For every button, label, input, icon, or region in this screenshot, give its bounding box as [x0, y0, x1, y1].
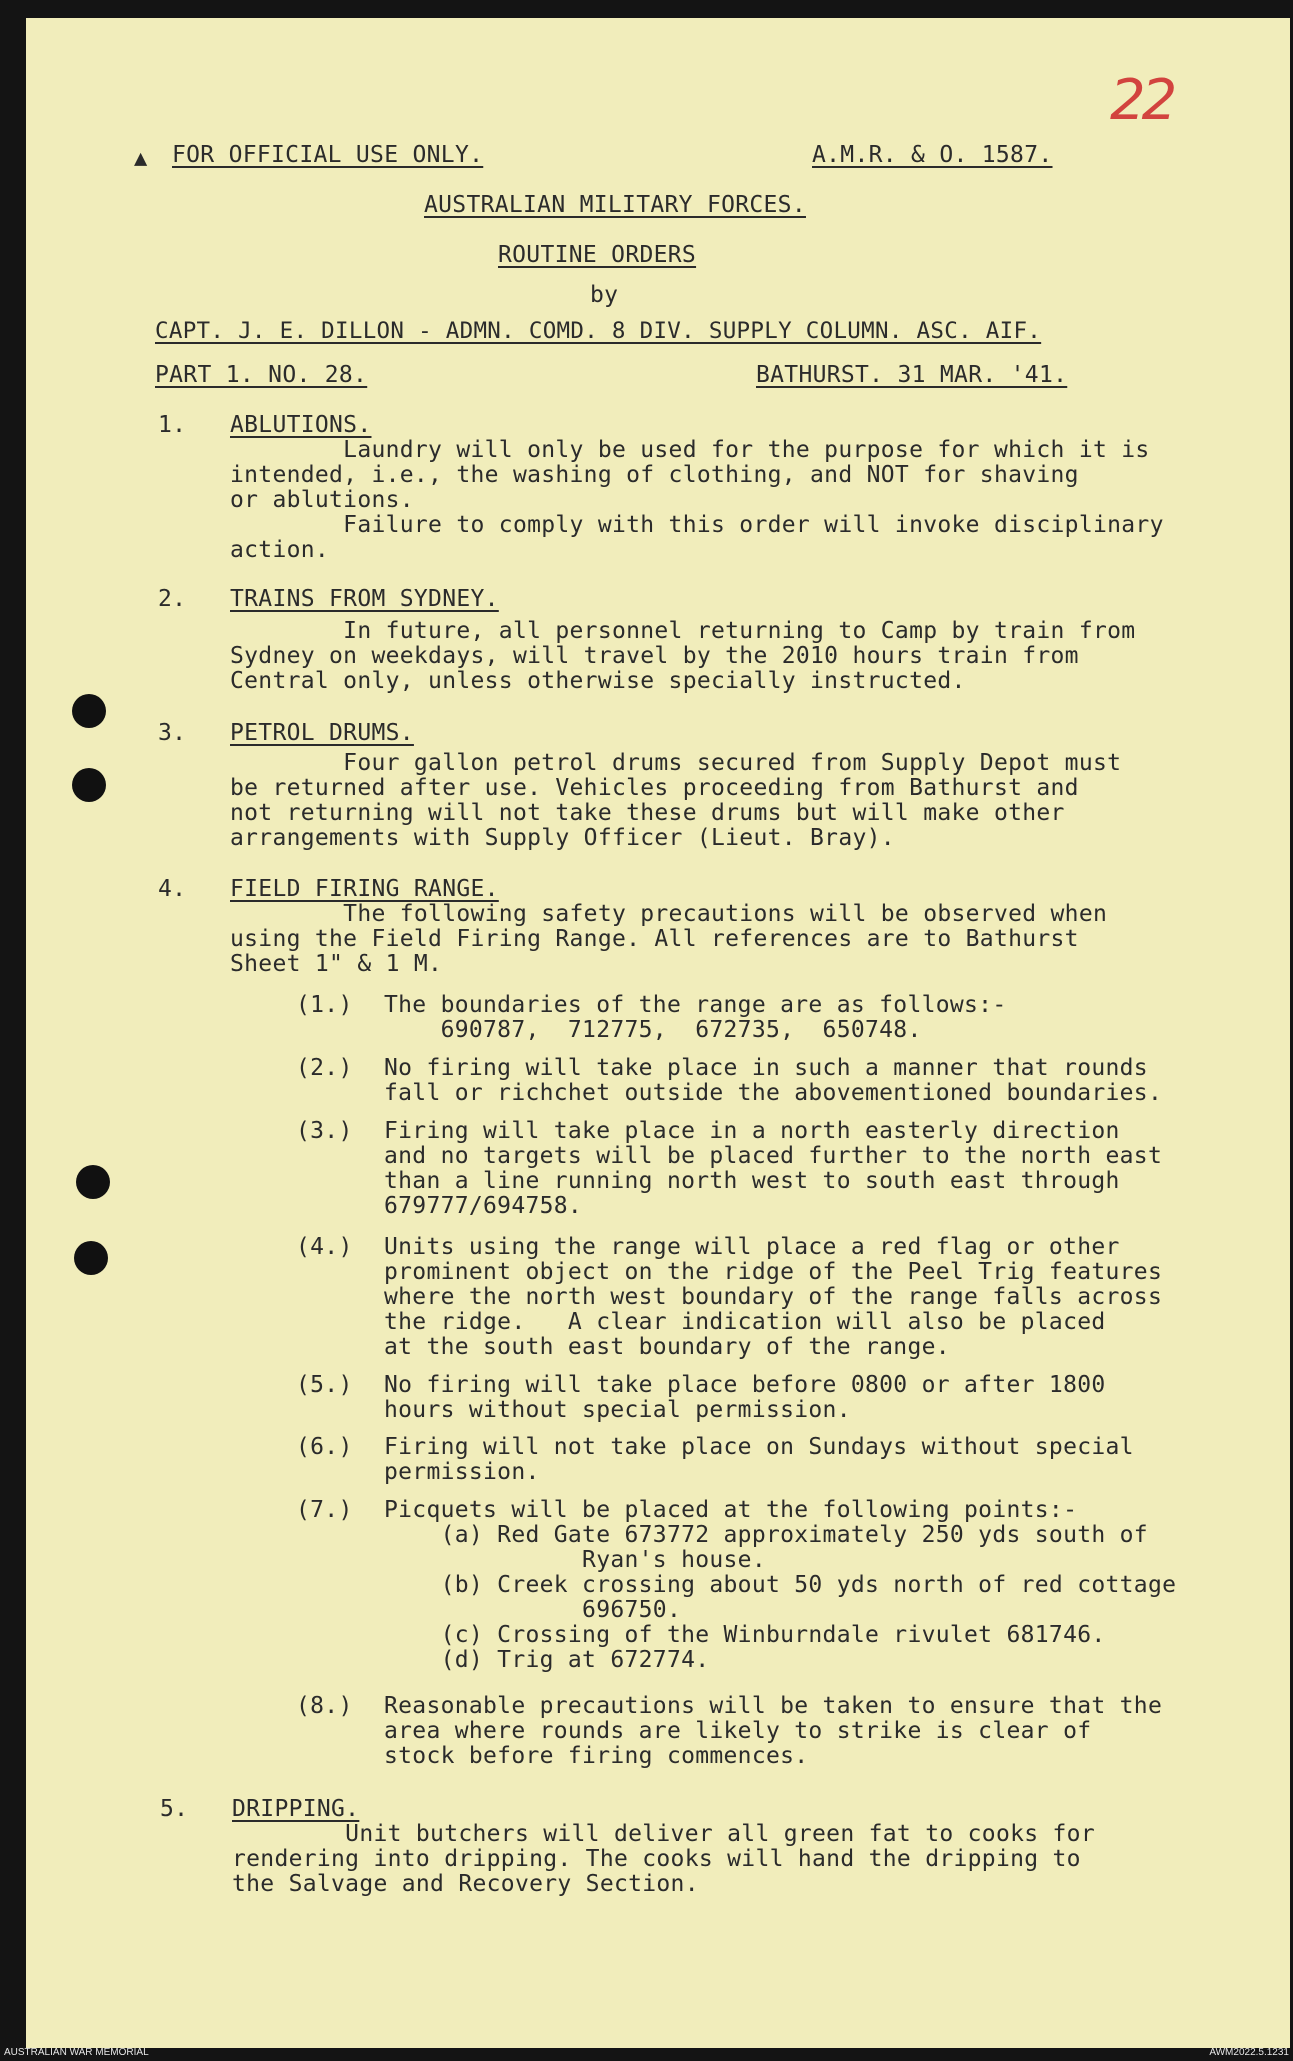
subitem-line: (c) Crossing of the Winburndale rivulet 681746. [384, 1622, 1106, 1648]
subitem-line: area where rounds are likely to strike is clear of [384, 1718, 1092, 1744]
item-line: Central only, unless otherwise specially instructed. [230, 668, 966, 694]
subitem-line: Picquets will be placed at the following points:- [384, 1497, 1078, 1523]
part-number: PART 1. NO. 28. [155, 362, 368, 388]
subitem-number: (5.) [296, 1372, 353, 1398]
subitem-line: No firing will take place before 0800 or after 1800 [384, 1372, 1106, 1398]
subitem-line: 679777/694758. [384, 1193, 583, 1219]
item-heading: PETROL DRUMS. [230, 720, 414, 746]
document-title: ROUTINE ORDERS [498, 242, 697, 268]
subitem-line: permission. [384, 1459, 540, 1485]
item-heading: TRAINS FROM SYDNEY. [230, 586, 499, 612]
subitem-line: (a) Red Gate 673772 approximately 250 yds south of [384, 1522, 1148, 1548]
footer-accession: AWM2022.5.1231 [1209, 2047, 1289, 2058]
subitem-number: (2.) [296, 1055, 353, 1081]
item-line: or ablutions. [230, 487, 414, 513]
subitem-line: than a line running north west to south east through [384, 1168, 1120, 1194]
subitem-number: (3.) [296, 1118, 353, 1144]
subitem-number: (1.) [296, 992, 353, 1018]
issuer: CAPT. J. E. DILLON - ADMN. COMD. 8 DIV. SUPPLY COLUMN. ASC. AIF. [155, 318, 1042, 344]
item-line: Sheet 1" & 1 M. [230, 951, 443, 977]
subitem-number: (6.) [296, 1434, 353, 1460]
subitem-line: Reasonable precautions will be taken to ensure that the [384, 1693, 1163, 1719]
footer-source: AUSTRALIAN WAR MEMORIAL [4, 2047, 149, 2058]
subitem-line: hours without special permission. [384, 1397, 851, 1423]
subitem-line: Units using the range will place a red flag or other [384, 1234, 1120, 1260]
subitem-line: Firing will take place in a north easterly direction [384, 1118, 1120, 1144]
subitem-line: fall or richchet outside the abovementioned boundaries. [384, 1080, 1163, 1106]
punch-hole [72, 694, 106, 728]
subitem-line: the ridge. A clear indication will also be placed [384, 1309, 1106, 1335]
item-line: Unit butchers will deliver all green fat to cooks for [232, 1821, 1095, 1847]
place-date: BATHURST. 31 MAR. '41. [756, 362, 1068, 388]
subitem-line: where the north west boundary of the range falls across [384, 1284, 1163, 1310]
subitem-number: (7.) [296, 1497, 353, 1523]
subitem-line: and no targets will be placed further to the north east [384, 1143, 1163, 1169]
by-line: by [590, 282, 619, 308]
item-line: rendering into dripping. The cooks will hand the dripping to [232, 1846, 1081, 1872]
item-line: arrangements with Supply Officer (Lieut. Bray). [230, 825, 895, 851]
item-line: The following safety precautions will be observed when [230, 901, 1108, 927]
item-line: the Salvage and Recovery Section. [232, 1871, 699, 1897]
subitem-number: (4.) [296, 1234, 353, 1260]
item-line: be returned after use. Vehicles proceeding from Bathurst and [230, 775, 1079, 801]
subitem-line: 696750. [384, 1597, 682, 1623]
subitem-line: 690787, 712775, 672735, 650748. [384, 1017, 922, 1043]
subitem-line: The boundaries of the range are as follows:- [384, 992, 1007, 1018]
item-heading: ABLUTIONS. [230, 412, 372, 438]
subitem-line: Firing will not take place on Sundays without special [384, 1434, 1134, 1460]
forces-heading: AUSTRALIAN MILITARY FORCES. [424, 192, 806, 218]
item-line: Four gallon petrol drums secured from Supply Depot must [230, 750, 1122, 776]
order-reference: A.M.R. & O. 1587. [812, 142, 1053, 168]
pencil-mark: ▲ [134, 146, 148, 171]
item-number: 1. [158, 412, 187, 438]
subitem-line: (d) Trig at 672774. [384, 1647, 710, 1673]
subitem-line: Ryan's house. [384, 1547, 766, 1573]
punch-hole [74, 1241, 108, 1275]
subitem-line: prominent object on the ridge of the Peel Trig features [384, 1259, 1163, 1285]
subitem-line: (b) Creek crossing about 50 yds north of red cottage [384, 1572, 1177, 1598]
item-line: not returning will not take these drums but will make other [230, 800, 1065, 826]
subitem-line: stock before firing commences. [384, 1743, 809, 1769]
subitem-line: at the south east boundary of the range. [384, 1334, 950, 1360]
item-line: Sydney on weekdays, will travel by the 2010 hours train from [230, 643, 1079, 669]
item-number: 3. [158, 720, 187, 746]
item-line: Laundry will only be used for the purpose for which it is [230, 437, 1150, 463]
punch-hole [72, 768, 106, 802]
item-number: 4. [158, 876, 187, 902]
item-number: 2. [158, 586, 187, 612]
item-line: Failure to comply with this order will invoke disciplinary [230, 512, 1164, 538]
subitem-line: No firing will take place in such a manner that rounds [384, 1055, 1148, 1081]
item-line: using the Field Firing Range. All references are to Bathurst [230, 926, 1079, 952]
item-line: action. [230, 537, 330, 563]
item-heading: DRIPPING. [232, 1796, 360, 1822]
item-heading: FIELD FIRING RANGE. [230, 876, 499, 902]
punch-hole [76, 1165, 110, 1199]
item-number: 5. [160, 1796, 189, 1822]
handwritten-page-number: 22 [1110, 68, 1174, 133]
subitem-number: (8.) [296, 1693, 353, 1719]
item-line: intended, i.e., the washing of clothing, and NOT for shaving [230, 462, 1079, 488]
item-line: In future, all personnel returning to Camp by train from [230, 618, 1136, 644]
classification: FOR OFFICIAL USE ONLY. [172, 142, 484, 168]
